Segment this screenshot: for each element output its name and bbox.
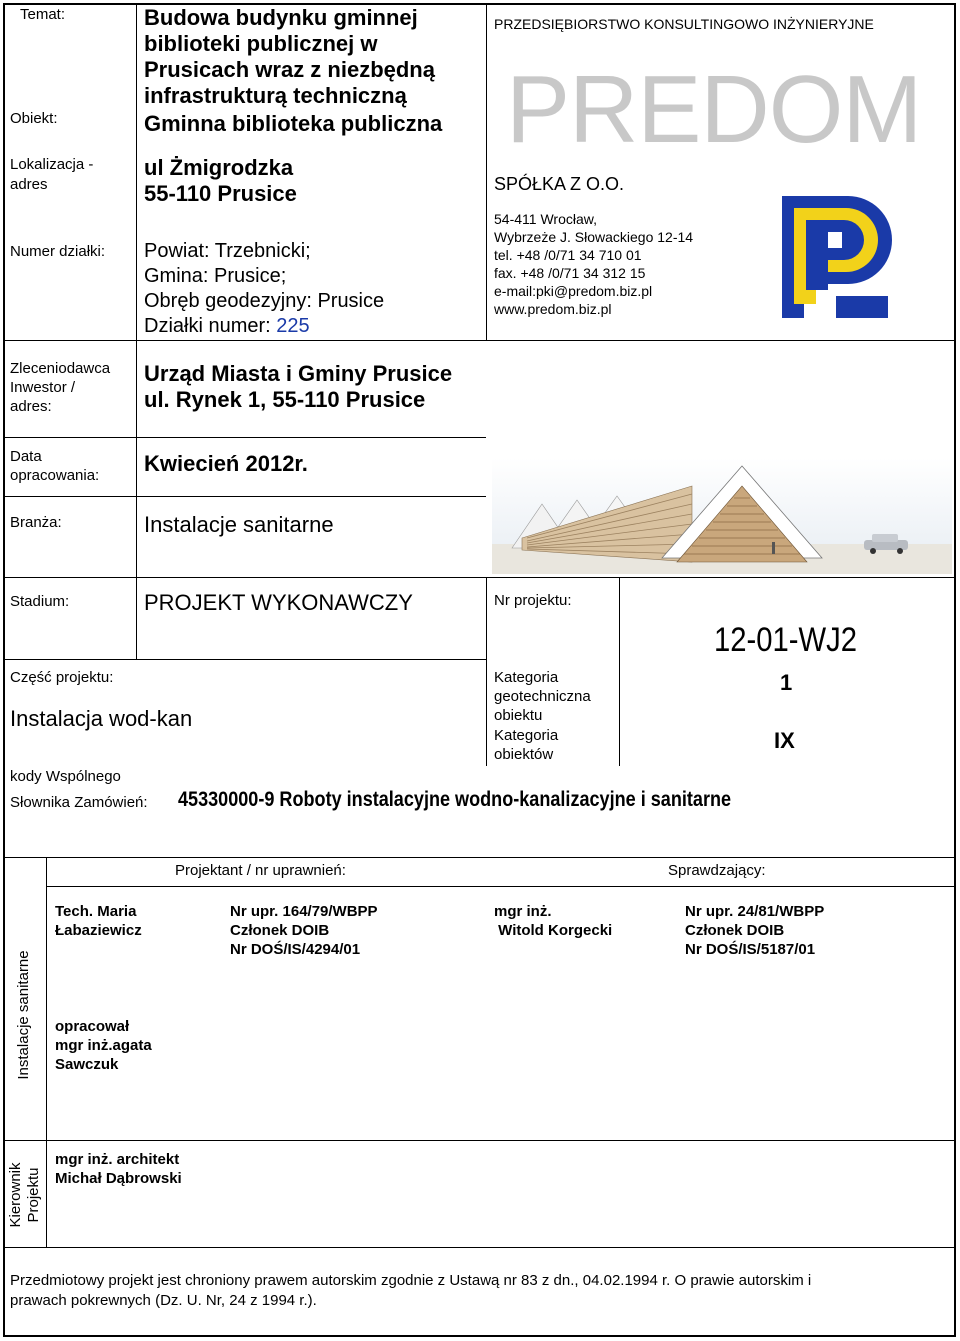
- inwestor-line-2: ul. Rynek 1, 55-110 Prusice: [144, 387, 426, 412]
- person: [772, 542, 775, 554]
- label-lokalizacja-2: adres: [10, 176, 48, 193]
- label-sprawdzajacy: Sprawdzający:: [668, 862, 766, 879]
- label-data-2: opracowania:: [10, 467, 100, 484]
- label-zleceniodawca-1: Zleceniodawca: [10, 360, 111, 377]
- label-kat-geo-2: geotechniczna: [494, 688, 591, 705]
- obiekt-value: Gminna biblioteka publiczna: [144, 111, 443, 136]
- footer-line-1: Przedmiotowy projekt jest chroniony prawem autorskim zgodnie z Ustawą nr 83 z dn., 04.02.1994 r. O prawie autorskim i: [10, 1272, 812, 1289]
- company-fax: fax. +48 /0/71 34 312 15: [494, 265, 646, 281]
- label-kody-1: kody Wspólnego: [10, 768, 121, 785]
- hline-after-inwestor: [3, 437, 486, 438]
- building-rendering: [492, 458, 952, 574]
- upr2-line-1: Nr upr. 24/81/WBPP: [685, 903, 825, 920]
- upr1-line-3: Nr DOŚ/IS/4294/01: [230, 941, 361, 958]
- border-bottom: [3, 1335, 956, 1337]
- label-nr-projektu: Nr projektu:: [494, 592, 572, 609]
- company-address-1: 54-411 Wrocław,: [494, 211, 597, 227]
- label-kat-ob-1: Kategoria: [494, 727, 559, 744]
- label-zleceniodawca-2: Inwestor /: [10, 379, 76, 396]
- company-www: www.predom.biz.pl: [494, 301, 612, 317]
- team-side-col: [46, 857, 47, 1247]
- adres-line-2: 55-110 Prusice: [144, 181, 297, 206]
- dzialka-line-1: Powiat: Trzebnicki;: [144, 240, 311, 262]
- upr1-line-1: Nr upr. 164/79/WBPP: [230, 903, 378, 920]
- temat-line-1: Budowa budynku gminnej: [144, 5, 418, 30]
- inwestor-line-1: Urząd Miasta i Gminy Prusice: [144, 361, 453, 386]
- predom-logo: [776, 190, 894, 324]
- side-label-instalacje: Instalacje sanitarne: [15, 950, 32, 1080]
- col-divider-right: [486, 3, 487, 340]
- spr-line-2: Witold Korgecki: [494, 922, 613, 939]
- upr2-line-3: Nr DOŚ/IS/5187/01: [685, 941, 816, 958]
- footer-line-2: prawach pokrewnych (Dz. U. Nr, 24 z 1994 r.).: [10, 1292, 317, 1309]
- label-numer-dzialki: Numer działki:: [10, 243, 106, 260]
- temat-line-2: biblioteki publicznej w: [144, 31, 378, 56]
- hline-before-kierownik: [3, 1140, 956, 1141]
- side-label-kierownik-1: Kierownik: [7, 1162, 24, 1228]
- temat-line-3: Prusicach wraz z niezbędną: [144, 57, 435, 82]
- czesc-value: Instalacja wod-kan: [10, 706, 193, 731]
- label-branza: Branża:: [10, 514, 62, 531]
- upr1-line-2: Członek DOIB: [230, 922, 330, 939]
- spr-line-1: mgr inż.: [494, 903, 552, 920]
- label-kat-ob-2: obiektów: [494, 746, 554, 763]
- label-zleceniodawca-3: adres:: [10, 398, 52, 415]
- label-obiekt: Obiekt:: [10, 110, 58, 127]
- hline-stadium: [3, 659, 486, 660]
- hline-after-dzialka: [3, 340, 956, 341]
- col-divider-left: [136, 3, 137, 577]
- label-lokalizacja-1: Lokalizacja -: [10, 156, 94, 173]
- col-divider-stadium-left: [136, 577, 137, 659]
- col-divider-stadium-mid: [486, 577, 487, 766]
- data-value: Kwiecień 2012r.: [144, 451, 308, 476]
- branza-value: Instalacje sanitarne: [144, 512, 334, 537]
- opracowal-line-3: Sawczuk: [55, 1056, 119, 1073]
- tech-line-2: Łabaziewicz: [55, 922, 142, 939]
- label-data-1: Data: [10, 448, 42, 465]
- hline-before-footer: [3, 1247, 956, 1248]
- hline-after-data: [3, 496, 486, 497]
- company-form: SPÓŁKA Z O.O.: [494, 174, 625, 194]
- kody-value: 45330000-9 Roboty instalacyjne wodno-kanalizacyjne i sanitarne: [178, 788, 732, 811]
- company-brand: PREDOM: [506, 56, 922, 163]
- kierownik-line-2: Michał Dąbrowski: [55, 1170, 182, 1187]
- side-label-kierownik-2: Projektu: [25, 1167, 42, 1223]
- dzialka-line-3: Obręb geodezyjny: Prusice: [144, 290, 385, 312]
- company-address-2: Wybrzeże J. Słowackiego 12-14: [494, 229, 694, 245]
- adres-line-1: ul Żmigrodzka: [144, 155, 294, 180]
- label-czesc: Część projektu:: [10, 669, 114, 686]
- label-kat-geo-3: obiektu: [494, 707, 543, 724]
- kat-geo-value: 1: [780, 670, 793, 695]
- label-projektant: Projektant / nr uprawnień:: [175, 862, 346, 879]
- opracowal-line-2: mgr inż.agata: [55, 1037, 152, 1054]
- hline-team-header: [46, 886, 956, 887]
- border-right: [954, 3, 956, 1337]
- border-left: [3, 3, 5, 1337]
- nr-projektu-value: 12-01-WJ2: [714, 621, 858, 659]
- dzialka-line-4: [144, 315, 310, 338]
- label-kat-geo-1: Kategoria: [494, 669, 559, 686]
- company-email: e-mail:pki@predom.biz.pl: [494, 283, 653, 299]
- hline-before-stadium: [3, 577, 956, 578]
- hline-before-team: [3, 857, 956, 858]
- kierownik-line-1: mgr inż. architekt: [55, 1151, 180, 1168]
- stadium-value: PROJEKT WYKONAWCZY: [144, 590, 413, 615]
- logo-inner-window: [828, 232, 842, 248]
- col-divider-stadium-right: [619, 577, 620, 766]
- opracowal-line-1: opracował: [55, 1018, 130, 1035]
- temat-line-4: infrastrukturą techniczną: [144, 83, 407, 108]
- label-temat: Temat:: [20, 6, 66, 23]
- company-full-name: PRZEDSIĘBIORSTWO KONSULTINGOWO INŻYNIERYJNE: [494, 16, 874, 32]
- dzialka-line-2: Gmina: Prusice;: [144, 265, 287, 287]
- logo-bottom-bar: [836, 296, 888, 318]
- kat-ob-value: IX: [774, 728, 795, 753]
- company-tel: tel. +48 /0/71 34 710 01: [494, 247, 642, 263]
- tech-line-1: Tech. Maria: [55, 903, 137, 920]
- label-stadium: Stadium:: [10, 593, 70, 610]
- upr2-line-2: Członek DOIB: [685, 922, 785, 939]
- dzialka-prefix: Działki numer:: [144, 315, 277, 337]
- label-kody-2: Słownika Zamówień:: [10, 794, 148, 811]
- dzialka-number: 225: [276, 315, 310, 337]
